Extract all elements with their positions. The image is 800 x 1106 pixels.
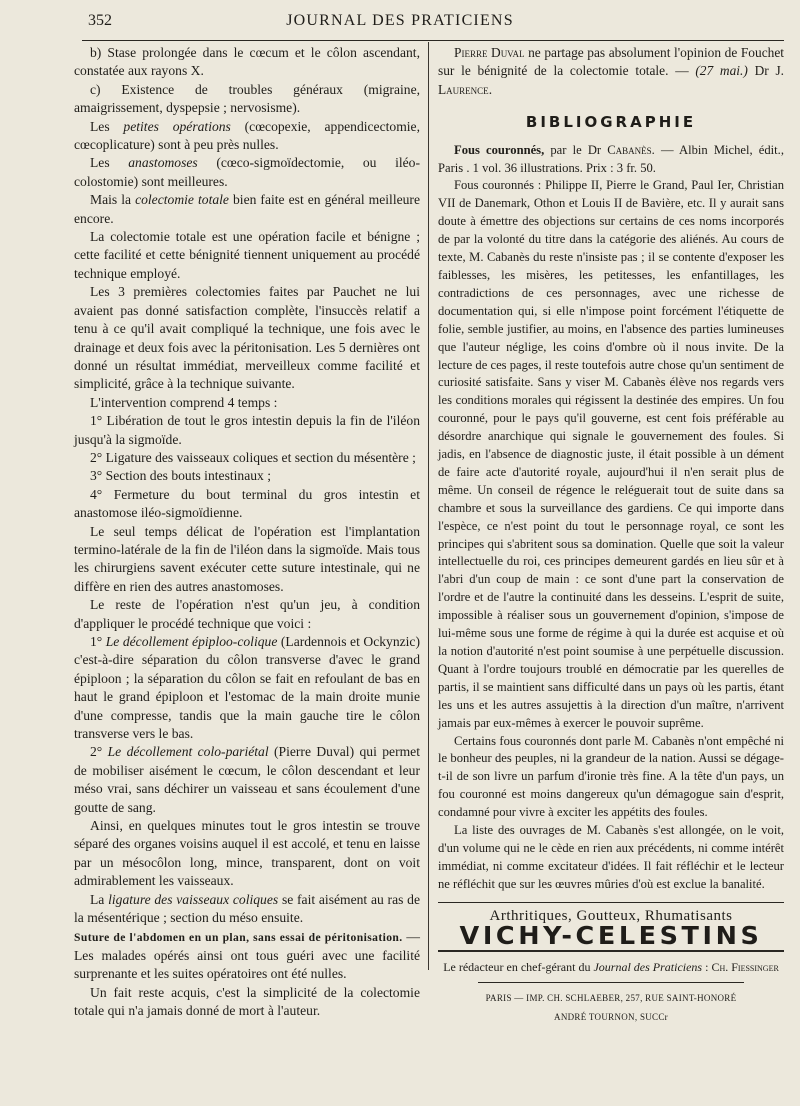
paragraph: Le seul temps délicat de l'opération est l'implantation termino-latérale de la fin de l'iléon dans la sigmoïde. Mais tous les chirurgiens savent exécuter cette suture intestinale, qui ne diffère en rien des autres anastomoses. bbox=[74, 523, 420, 594]
ad-tagline: Arthritiques, Goutteux, Rhumatisants bbox=[489, 907, 733, 924]
paragraph: La ligature des vaisseaux coliques se fait aisément au ras de la mésentérique ; section du méso ensuite. bbox=[74, 891, 420, 926]
page-header bbox=[0, 8, 800, 34]
left-column bbox=[74, 44, 420, 1021]
paragraph: La colectomie totale est une opération facile et bénigne ; cette facilité et cette bénignité tiennent uniquement au procédé technique employé. bbox=[74, 229, 420, 281]
printer-successor: ANDRÉ TOURNON, SUCCr bbox=[554, 1012, 668, 1023]
ad-rule-top bbox=[438, 902, 784, 903]
journal-title: JOURNAL DES PRATICIENS bbox=[286, 12, 514, 29]
paragraph: Certains fous couronnés dont parle M. Cabanès n'ont empêché ni le bonheur des peuples, ni la grandeur de la nation. Aussi se dégage-t-il de son livre un parfum d'ironie très fine. A la tête d'un pays, un fou couronné est moins dangereux qu'un démagogue sain d'esprit, condamné pour vivre à exciter les appétits des foules. bbox=[438, 733, 784, 820]
paragraph: Ainsi, en quelques minutes tout le gros intestin se trouve séparé des organes voisins auquel il est accolé, et tenu en laisse par un mésocôlon long, mince, transparent, dont on voit admirablement les vaisseaux. bbox=[74, 818, 420, 889]
paragraph: 4° Fermeture du bout terminal du gros intestin et anastomose iléo-sigmoïdienne. bbox=[74, 486, 420, 521]
paragraph: 1° Libération de tout le gros intestin depuis la fin de l'iléon jusqu'à la sigmoïde. bbox=[74, 413, 420, 447]
paragraph: 3° Section des bouts intestinaux ; bbox=[90, 468, 272, 484]
paragraph: Mais la colectomie totale bien faite est en général meilleure encore. bbox=[74, 192, 420, 226]
paragraph: Les petites opérations (cœcopexie, appendicectomie, cœcoplicature) sont à peu près nulles. bbox=[74, 118, 420, 153]
paragraph: Le reste de l'opération n'est qu'un jeu, à condition d'appliquer le procédé technique que voici : bbox=[74, 597, 420, 631]
paragraph: 2° Le décollement colo-pariétal (Pierre Duval) qui permet de mobiliser aisément le cœcum, le côlon descendant et leur méso vrai, sans déchirer un vaisseau et sans écoulement d'une goutte de sang. bbox=[74, 744, 420, 815]
advertisement bbox=[438, 902, 784, 952]
paragraph: Les anastomoses (cœco-sigmoïdectomie, ou iléo-colostomie) sont meilleures. bbox=[74, 155, 420, 189]
paragraph: Suture de l'abdomen en un plan, sans essai de péritonisation. — Les malades opérés ainsi ont tous guéri avec une facilité surprenante et les suites opératoires ont été nulles. bbox=[74, 928, 420, 982]
column-divider bbox=[428, 42, 429, 970]
paragraph: 2° Ligature des vaisseaux coliques et section du mésentère ; bbox=[90, 449, 416, 465]
paragraph: Les 3 premières colectomies faites par Pauchet ne lui avaient pas donné satisfaction complète, l'insuccès relatif a tenu à ce qu'il avait compliqué la technique, une fois avec le drainage et deux fois avec la péritonisation. Les 5 dernières ont donné un résultat immédiat, merveilleux comme facilité et simplicité, grâce à la technique suivante. bbox=[74, 284, 420, 392]
editor-credit: Le rédacteur en chef-gérant du Journal des Praticiens : Ch. Fiessinger bbox=[443, 959, 779, 974]
section-heading: Suture de l'abdomen en un plan, sans essai de péritonisation. bbox=[74, 930, 403, 944]
ad-brand: VICHY-CELESTINS bbox=[459, 921, 763, 951]
paragraph: Un fait reste acquis, c'est la simplicité de la colectomie totale qui n'a jamais donné de mort à l'auteur. bbox=[74, 984, 420, 1019]
paragraph: Fous couronnés : Philippe II, Pierre le Grand, Paul Ier, Christian VII de Danemark, Othon et Louis II de Bavière, etc. Il y aurait sans doute à émettre des objections sur certains de ces noms incorporés de par la volonté du titre dans la catégorie des aliénés. Au cours de texte, M. Cabanès du reste n'insiste pas ; il se contente d'exposer les faiblesses, les misères, les petitesses, les enfantillages, les contradictions de ces personnages, avec une richesse de documentation qui, si elle n'impose point forcément l'étiquette de folie, semble justifier, au moins, en l'absence des parties lumineuses que l'auteur néglige, les coins d'ombre où il nous invite. De la lecture de ces pages, il reste toutefois autre chose qu'un sentiment de curiosité satisfaite. Sans y viser M. Cabanès élève nos regards vers les conditions morales qui régissent la destinée des empires. Un fou couronné, pour le pays qu'il gouverne, est cent fois préférable au désordre anarchique qui signale le gouvernement des foules. Si jadis, en l'absence de diagnostic juste, il était possible à un dément de faire acte d'autorité royale, aujourd'hui il n'en serait plus de même. Un conseil de régence le reléguerait tout de suite dans sa chambre et sous la surveillance des gardiens. Ce qui importe dans l'espèce, ce n'est point du tout le personnage royal, ce sont les principes qui s'abritent sous sa domination. Quelle que soit la valeur intellectuelle du roi, ces principes demeurent gardés en lieu sûr et à l'abri d'un coup de main : ce sont d'une part la conservation de l'ordre et de l'autre la continuité dans les desseins. L'esprit de suite, impossible à réaliser sous un gouvernement d'opinion, s'impose de lui-même sous une forme de régime à qui la durée est acquise et où la notion d'autorité n'est point soumise à une perpétuelle discussion. Quant à l'ordre toujours troublé en démocratie par les querelles de partis, il se maintient sans difficulté dans un pays où les partis, étant les uns et les autres assujettis à la direction d'un maître, n'arrivent jamais par eux-mêmes à exercer le pouvoir suprême. bbox=[438, 178, 784, 730]
bibliography-heading: BIBLIOGRAPHIE bbox=[525, 113, 697, 132]
editor-rule bbox=[478, 982, 744, 983]
paragraph: La liste des ouvrages de M. Cabanès s'est allongée, on le voit, d'un volume qui ne le cède en rien aux précédents, ni comme intérêt immédiat, ni comme excitateur d'idées. Il fait réfléchir et le lecteur ne réfléchit que sur les œuvres mûries d'où est exclue la banalité. bbox=[438, 823, 784, 891]
paragraph: L'intervention comprend 4 temps : bbox=[90, 394, 278, 410]
paragraph: 1° Le décollement épiploo-colique (Lardennois et Ockynzic) c'est-à-dire séparation du côlon transverse d'avec le grand épiploon ; la séparation du côlon se fait en refoulant de bas en haut le grand épiploon et l'estomac de la main droite munie d'une compresse, tandis que la main gauche tire le côlon transverse vers le bas. bbox=[74, 634, 420, 742]
paragraph: b) Stase prolongée dans le cœcum et le côlon ascendant, constatée aux rayons X. bbox=[74, 45, 420, 79]
printer-line: PARIS — IMP. CH. SCHLAEBER, 257, RUE SAINT-HONORÉ bbox=[485, 992, 737, 1003]
header-rule bbox=[82, 40, 784, 41]
paragraph: Pierre Duval ne partage pas absolument l'opinion de Fouchet sur le bénignité de la colectomie totale. — (27 mai.) Dr J. Laurence. bbox=[438, 45, 785, 97]
bibliography-body bbox=[438, 142, 784, 894]
paragraph: c) Existence de troubles généraux (migraine, amaigrissement, dyspepsie ; nervosisme). bbox=[74, 81, 420, 116]
page-number: 352 bbox=[88, 12, 112, 29]
right-column bbox=[438, 44, 784, 1027]
paragraph: Fous couronnés, par le Dr Cabanès. — Albin Michel, édit., Paris . 1 vol. 36 illustrations. Prix : 3 fr. 50. bbox=[438, 142, 784, 175]
book-title: Fous couronnés, bbox=[454, 142, 545, 157]
